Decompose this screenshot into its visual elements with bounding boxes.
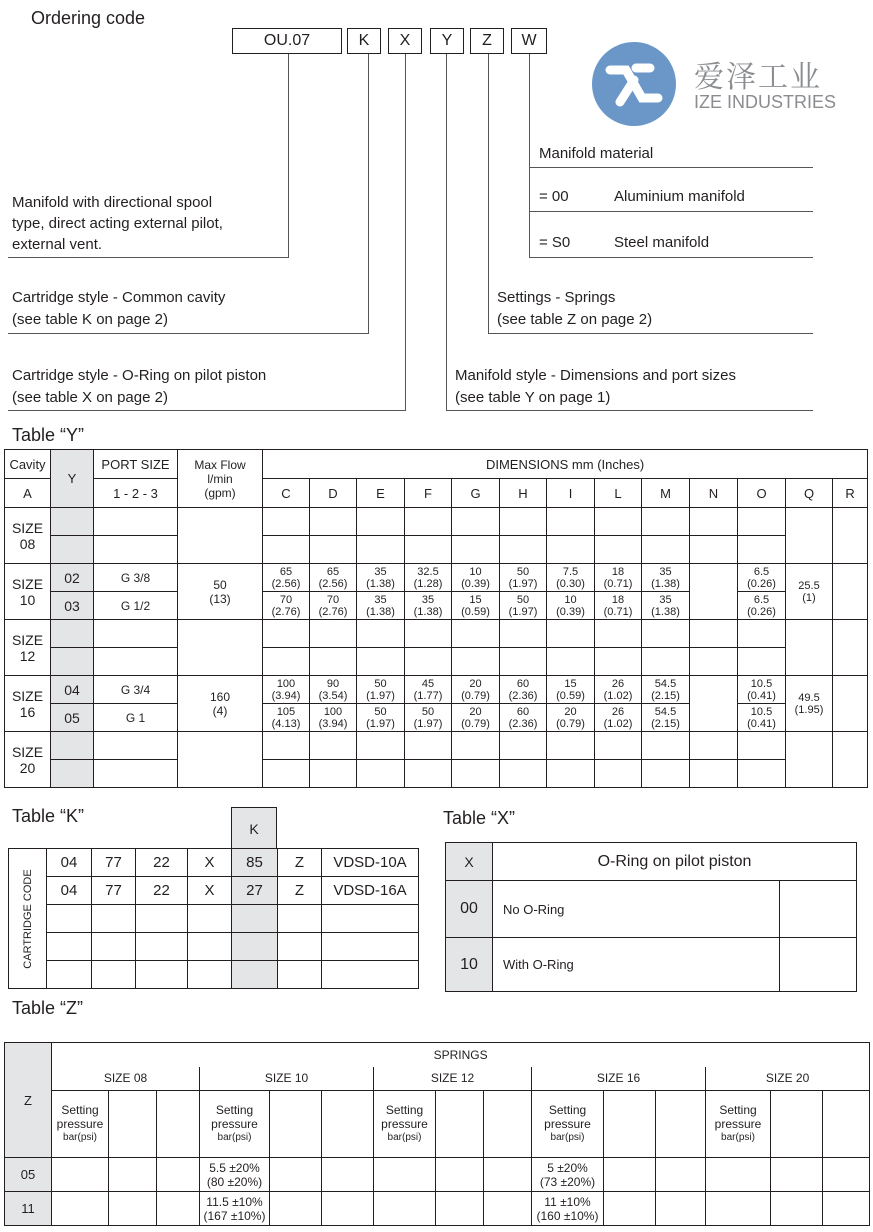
table-x xyxy=(445,842,857,992)
dim-cell: 20 (0.79) xyxy=(452,704,500,732)
table-z-title: Table “Z” xyxy=(12,998,84,1018)
th-dim-c: C xyxy=(263,479,310,508)
z-setting-size16: 11 ±10% (160 ±10%) xyxy=(532,1192,604,1226)
code-box-k: K xyxy=(347,28,381,54)
th-z: Z xyxy=(5,1043,52,1158)
port-size: G 1/2 xyxy=(94,592,178,620)
setting-pressure-label: Setting pressure bar(psi) xyxy=(532,1091,604,1158)
dim-q: 49.5 (1.95) xyxy=(786,676,833,732)
dim-cell: 20 (0.79) xyxy=(547,704,595,732)
dim-cell: 50 (1.97) xyxy=(500,592,547,620)
x-label: No O-Ring xyxy=(493,881,780,938)
dim-cell: 35 (1.38) xyxy=(357,592,405,620)
leader-y-h xyxy=(446,410,813,411)
th-dimensions: DIMENSIONS mm (Inches) xyxy=(263,450,868,479)
setting-pressure-label: Setting pressure bar(psi) xyxy=(52,1091,109,1158)
port-size: G 1 xyxy=(94,704,178,732)
y-code: 02 xyxy=(51,564,94,592)
y-code: 05 xyxy=(51,704,94,732)
k-cell: 77 xyxy=(92,849,136,877)
code-box-w: W xyxy=(511,28,547,54)
th-dim-l: L xyxy=(595,479,642,508)
dim-cell: 26 (1.02) xyxy=(595,676,642,704)
dim-cell: 35 (1.38) xyxy=(405,592,452,620)
z-code: 11 xyxy=(5,1192,52,1226)
z-setting-size10: 11.5 ±10% (167 ±10%) xyxy=(200,1192,270,1226)
dim-cell: 100 (3.94) xyxy=(310,704,357,732)
th-z-size-08: SIZE 08 xyxy=(52,1067,200,1091)
leader-y xyxy=(446,54,447,411)
th-port-size: PORT SIZE xyxy=(94,450,178,479)
dim-cell: 70 (2.76) xyxy=(310,592,357,620)
leader-z-h xyxy=(488,333,813,334)
dim-cell: 7.5 (0.30) xyxy=(547,564,595,592)
th-a: A xyxy=(5,479,51,508)
dim-cell: 65 (2.56) xyxy=(263,564,310,592)
size-16-label: SIZE 16 xyxy=(5,676,51,732)
dim-cell: 50 (1.97) xyxy=(357,676,405,704)
code-box-base: OU.07 xyxy=(232,28,342,54)
dim-cell: 35 (1.38) xyxy=(642,592,690,620)
k-cell: 22 xyxy=(136,849,188,877)
size-12-label: SIZE 12 xyxy=(5,620,51,676)
manifold-option-label: Steel manifold xyxy=(614,234,710,251)
k-cell: Z xyxy=(278,877,322,905)
dim-cell: 10 (0.39) xyxy=(452,564,500,592)
th-dim-i: I xyxy=(547,479,595,508)
leader-x-h xyxy=(8,410,405,411)
table-z xyxy=(4,1042,870,1226)
th-dim-d: D xyxy=(310,479,357,508)
th-springs: SPRINGS xyxy=(52,1043,870,1067)
dim-cell: 90 (3.54) xyxy=(310,676,357,704)
manifold-option-label: Aluminium manifold xyxy=(614,188,745,205)
cartridge-code-side-label: CARTRIDGE CODE xyxy=(9,849,47,989)
th-oring: O-Ring on pilot piston xyxy=(493,843,857,881)
th-port-sub: 1 - 2 - 3 xyxy=(94,479,178,508)
leader-base xyxy=(288,54,289,258)
dim-cell: 18 (0.71) xyxy=(595,592,642,620)
dim-cell: 10 (0.39) xyxy=(547,592,595,620)
manifold-option-code: = S0 xyxy=(539,234,571,251)
z-setting-size10: 5.5 ±20% (80 ±20%) xyxy=(200,1158,270,1192)
th-dim-f: F xyxy=(405,479,452,508)
size-08-label: SIZE 08 xyxy=(5,508,51,564)
dim-cell: 10.5 (0.41) xyxy=(738,676,786,704)
k-cell: 22 xyxy=(136,877,188,905)
dim-cell: 65 (2.56) xyxy=(310,564,357,592)
dim-q: 25.5 (1) xyxy=(786,564,833,620)
th-max-flow: Max Flow l/min (gpm) xyxy=(178,450,263,508)
setting-pressure-label: Setting pressure bar(psi) xyxy=(374,1091,436,1158)
table-y xyxy=(4,449,868,788)
x-label: With O-Ring xyxy=(493,938,780,992)
leader-k-h xyxy=(8,333,368,334)
max-flow: 160 (4) xyxy=(178,676,263,732)
k-cell: Z xyxy=(278,849,322,877)
leader-w xyxy=(529,54,530,258)
dim-cell: 10.5 (0.41) xyxy=(738,704,786,732)
ize-logo-icon xyxy=(590,40,678,128)
desc-k: Cartridge style - Common cavity (see table K on page 2) xyxy=(12,289,226,328)
desc-z: Settings - Springs (see table Z on page 2) xyxy=(497,289,653,328)
code-box-y: Y xyxy=(430,28,464,54)
dim-cell: 15 (0.59) xyxy=(547,676,595,704)
th-z-size-10: SIZE 10 xyxy=(200,1067,374,1091)
table-k xyxy=(8,848,419,989)
k-cell: X xyxy=(188,849,232,877)
leader-z xyxy=(488,54,489,334)
k-cell: 27 xyxy=(232,877,278,905)
th-x: X xyxy=(446,843,493,881)
k-cell: VDSD-10A xyxy=(322,849,419,877)
dim-cell: 100 (3.94) xyxy=(263,676,310,704)
th-y: Y xyxy=(51,450,94,508)
ordering-code-title: Ordering code xyxy=(31,8,146,28)
setting-pressure-label: Setting pressure bar(psi) xyxy=(200,1091,270,1158)
logo-en-text: IZE INDUSTRIES xyxy=(694,92,837,112)
dim-cell: 60 (2.36) xyxy=(500,704,547,732)
dim-cell: 105 (4.13) xyxy=(263,704,310,732)
port-size: G 3/8 xyxy=(94,564,178,592)
th-dim-h: H xyxy=(500,479,547,508)
manifold-option-code: = 00 xyxy=(539,188,569,205)
x-code: 00 xyxy=(446,881,493,938)
dim-cell: 6.5 (0.26) xyxy=(738,564,786,592)
dim-cell: 35 (1.38) xyxy=(642,564,690,592)
th-z-size-16: SIZE 16 xyxy=(532,1067,706,1091)
th-dim-r: R xyxy=(833,479,868,508)
leader-w-h2 xyxy=(529,211,813,212)
dim-cell: 54.5 (2.15) xyxy=(642,704,690,732)
size-10-label: SIZE 10 xyxy=(5,564,51,620)
desc-base: Manifold with directional spool type, direct acting external pilot, external vent. xyxy=(12,194,223,253)
table-x-title: Table “X” xyxy=(443,808,516,828)
z-setting-size16: 5 ±20% (73 ±20%) xyxy=(532,1158,604,1192)
dim-cell: 6.5 (0.26) xyxy=(738,592,786,620)
port-size: G 3/4 xyxy=(94,676,178,704)
desc-x: Cartridge style - O-Ring on pilot piston (see table X on page 2) xyxy=(12,367,267,406)
leader-w-h1 xyxy=(529,167,813,168)
table-y-title: Table “Y” xyxy=(12,425,85,445)
th-dim-g: G xyxy=(452,479,500,508)
code-box-x: X xyxy=(388,28,422,54)
dim-cell xyxy=(690,676,738,732)
table-k-header: K xyxy=(231,807,277,849)
dim-cell: 50 (1.97) xyxy=(500,564,547,592)
dim-cell: 26 (1.02) xyxy=(595,704,642,732)
dim-cell xyxy=(690,564,738,620)
th-dim-n: N xyxy=(690,479,738,508)
k-cell: 77 xyxy=(92,877,136,905)
table-k-title: Table “K” xyxy=(12,806,85,826)
leader-k xyxy=(368,54,369,334)
dim-cell: 35 (1.38) xyxy=(357,564,405,592)
dim-cell: 20 (0.79) xyxy=(452,676,500,704)
x-code: 10 xyxy=(446,938,493,992)
z-code: 05 xyxy=(5,1158,52,1192)
dim-cell: 50 (1.97) xyxy=(405,704,452,732)
th-z-size-12: SIZE 12 xyxy=(374,1067,532,1091)
dim-cell: 15 (0.59) xyxy=(452,592,500,620)
th-z-size-20: SIZE 20 xyxy=(706,1067,870,1091)
th-dim-o: O xyxy=(738,479,786,508)
dim-cell: 32.5 (1.28) xyxy=(405,564,452,592)
th-dim-q: Q xyxy=(786,479,833,508)
setting-pressure-label: Setting pressure bar(psi) xyxy=(706,1091,771,1158)
y-code: 04 xyxy=(51,676,94,704)
code-box-z: Z xyxy=(470,28,504,54)
th-cavity: Cavity xyxy=(5,450,51,479)
y-code: 03 xyxy=(51,592,94,620)
manifold-material-heading: Manifold material xyxy=(539,145,654,162)
th-dim-m: M xyxy=(642,479,690,508)
dim-cell: 60 (2.36) xyxy=(500,676,547,704)
dim-cell: 45 (1.77) xyxy=(405,676,452,704)
dim-cell: 54.5 (2.15) xyxy=(642,676,690,704)
k-cell: VDSD-16A xyxy=(322,877,419,905)
th-dim-e: E xyxy=(357,479,405,508)
size-20-label: SIZE 20 xyxy=(5,732,51,788)
leader-x xyxy=(405,54,406,411)
dim-cell: 50 (1.97) xyxy=(357,704,405,732)
dim-cell: 18 (0.71) xyxy=(595,564,642,592)
k-cell: 85 xyxy=(232,849,278,877)
max-flow: 50 (13) xyxy=(178,564,263,620)
k-cell: 04 xyxy=(47,849,92,877)
leader-base-h xyxy=(8,257,288,258)
logo-cn-text: 爱泽工业 xyxy=(694,61,822,94)
k-cell: X xyxy=(188,877,232,905)
k-cell: 04 xyxy=(47,877,92,905)
desc-y: Manifold style - Dimensions and port sizes (see table Y on page 1) xyxy=(455,367,736,406)
dim-cell: 70 (2.76) xyxy=(263,592,310,620)
leader-w-h3 xyxy=(529,257,813,258)
